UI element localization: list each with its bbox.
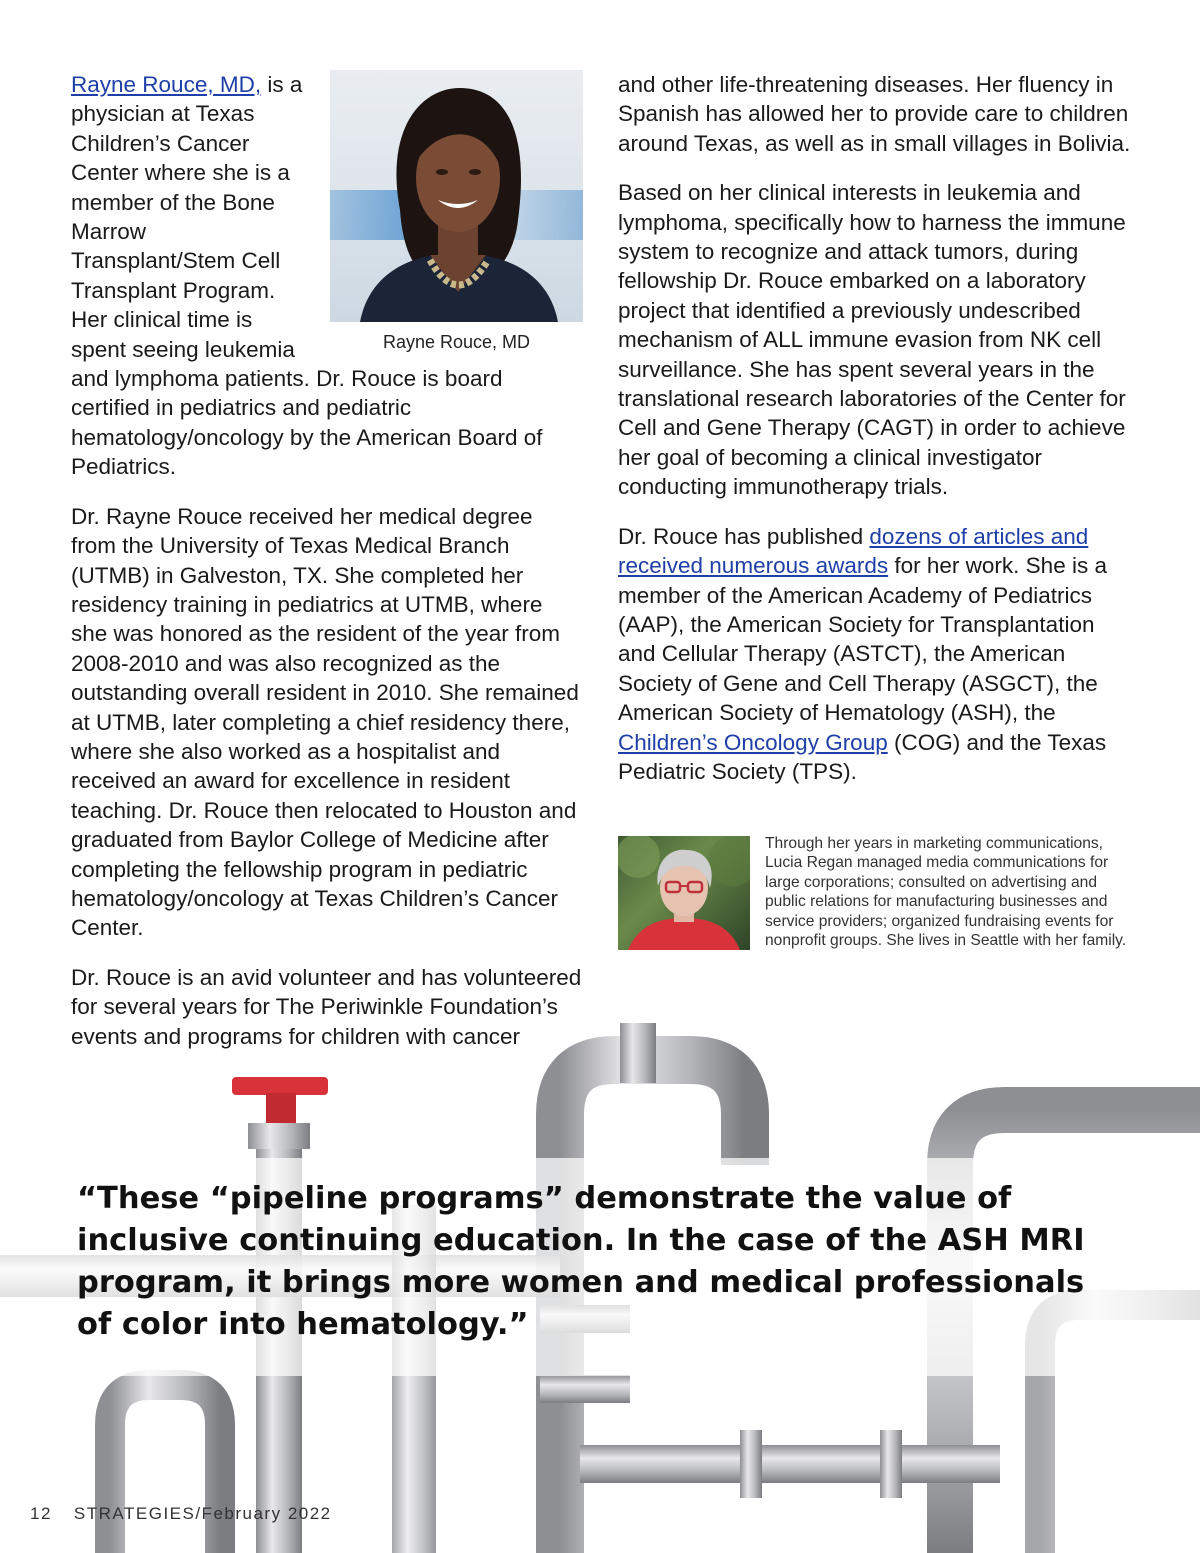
photo-caption: Rayne Rouce, MD <box>382 332 531 352</box>
publication-name: STRATEGIES/February 2022 <box>73 1504 332 1523</box>
articles-awards-link[interactable]: dozens of articles and received numerous awards <box>618 523 1089 579</box>
research-paragraph: Based on her clinical interests in leukemia and lymphoma, specifically how to harness the immune system to recognize and attack tumors, during fellowship Dr. Rouce embarked on a laboratory project that identified a previously undescribed mechanism of ALL immune evasion from NK cell surveillance. She has spent several years in the translational research laboratories of the Center for Cell and Gene Therapy (CAGT) in order to achieve her goal of becoming a clinical investigator conducting immunotherapy trials. <box>618 180 1126 500</box>
headshot-photo <box>330 70 583 322</box>
cog-link[interactable]: Children’s Oncology Group <box>618 729 888 755</box>
page-footer <box>30 1504 332 1524</box>
continuation-paragraph: and other life-threatening diseases. Her fluency in Spanish has allowed her to provide care to children around Texas, as well as in small villages in Bolivia. <box>618 72 1131 156</box>
intro-text: is a physician at Texas Children’s Cancer Center where she is a member of the Bone Marrow Transplant/Stem Cell Transplant Program. Her clinical time is spent seeing leukemia and lymphoma patients. Dr. Rouce is board certified in pediatrics and pediatric hematology/oncology by the American Board of Pediatrics. <box>71 72 543 480</box>
author-bio <box>618 836 1138 954</box>
page-number: 12 <box>30 1504 52 1523</box>
publications-paragraph: Dr. Rouce has published dozens of articles and received numerous awards for her work. She is a member of the American Academy of Pediatrics (AAP), the American Society for Transplantation and Cellular Therapy (ASTCT), the American Society of Gene and Cell Therapy (ASGCT), the American Society of Hematology (ASH), the Children’s Oncology Group (COG) and the Texas Pediatric Society (TPS). <box>618 523 1107 784</box>
bio-text: Through her years in marketing communications, Lucia Regan managed media communications for large corporations; consulted on advertising and public relations for manufacturing businesses and service providers; organized fundraising events for nonprofit groups. She lives in Seattle with her family. <box>765 835 1127 950</box>
headshot-figure <box>330 70 583 353</box>
pull-quote: “These “pipeline programs” demonstrate the value of inclusive continuing education. In the case of the ASH MRI program, it brings more women and medical professionals of color into hematology.” <box>77 1181 1085 1342</box>
author-photo <box>618 836 750 950</box>
education-paragraph: Dr. Rayne Rouce received her medical degree from the University of Texas Medical Branch (UTMB) in Galveston, TX. She completed her residency training in pediatrics at UTMB, where she was honored as the resident of the year from 2008-2010 and was also recognized as the outstanding overall resident in 2010. She remained at UTMB, later completing a chief residency there, where she also worked as a hospitalist and received an award for excellence in resident teaching. Dr. Rouce then relocated to Houston and graduated from Baylor College of Medicine after completing the fellowship program in pediatric hematology/oncology at Texas Children’s Cancer Center. <box>71 503 579 941</box>
person-illustration <box>330 70 583 322</box>
left-column <box>71 70 583 1071</box>
author-name-link[interactable]: Rayne Rouce, MD, <box>71 72 262 97</box>
right-column <box>618 70 1133 806</box>
valve-handle <box>232 1077 328 1095</box>
volunteer-paragraph: Dr. Rouce is an avid volunteer and has volunteered for several years for The Periwinkle Foundation’s events and programs for children with cancer <box>71 964 582 1049</box>
author-illustration <box>618 836 750 950</box>
